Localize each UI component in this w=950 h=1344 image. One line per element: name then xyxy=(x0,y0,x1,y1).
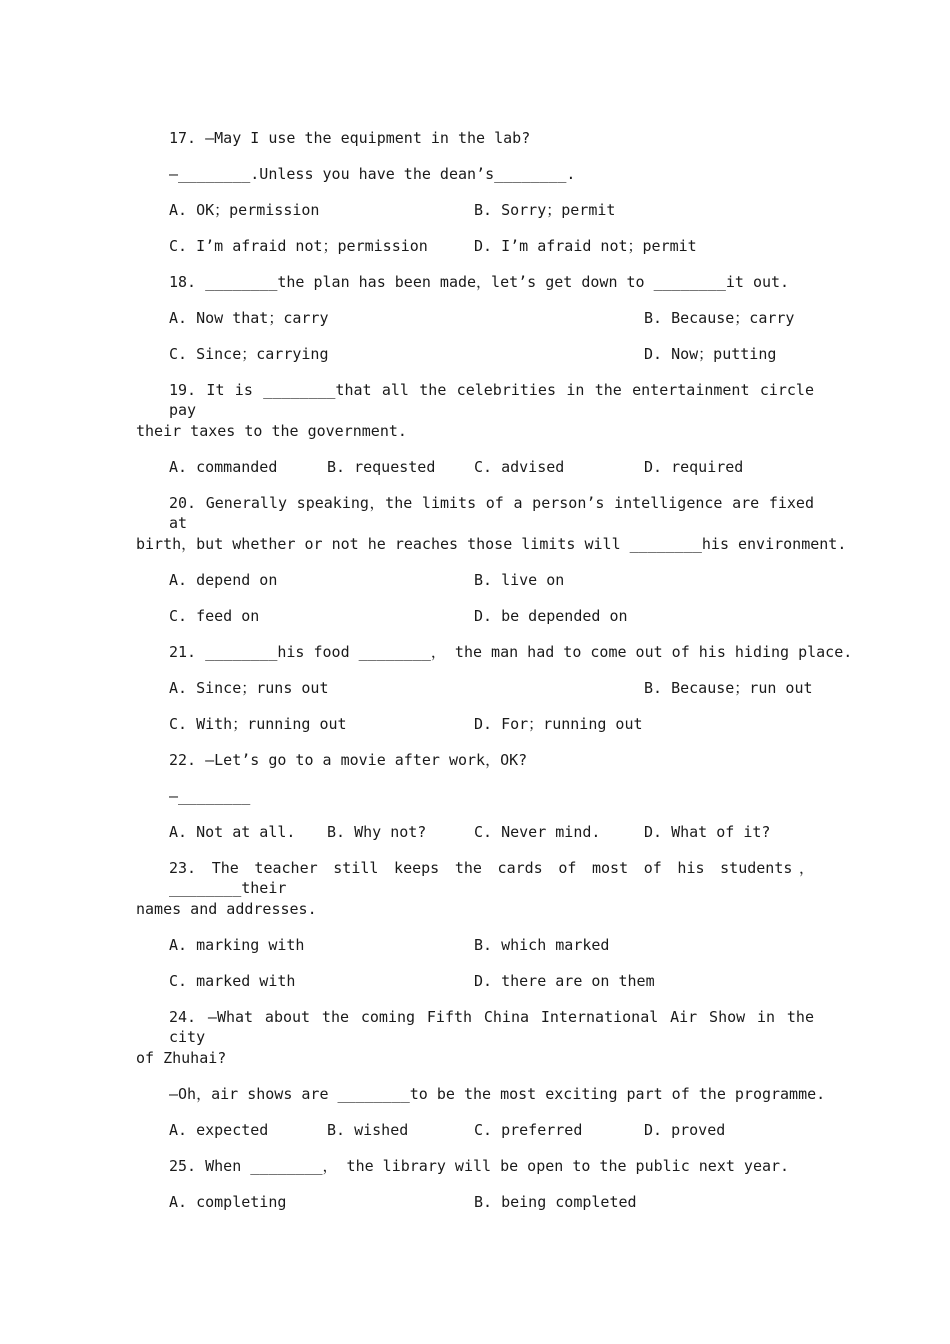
question-20-stem-line2: birth，but whether or not he reaches those limits will ________his environment. xyxy=(136,535,847,553)
question-18-option-a: A. Now that；carry xyxy=(169,309,329,327)
question-17-option-b: B. Sorry；permit xyxy=(474,201,616,219)
question-21-option-b: B. Because；run out xyxy=(644,679,813,697)
question-20-option-c: C. feed on xyxy=(169,607,260,625)
question-17-reply: —________.Unless you have the dean’s________. xyxy=(169,165,576,183)
question-19-option-d: D. required xyxy=(644,458,744,476)
question-24-option-b: B. wished xyxy=(327,1121,409,1139)
question-21-option-d: D. For；running out xyxy=(474,715,643,733)
question-18-option-b: B. Because；carry xyxy=(644,309,795,327)
question-22-stem: 22. —Let’s go to a movie after work，OK? xyxy=(169,751,528,769)
question-25-stem: 25. When ________， the library will be open to the public next year. xyxy=(169,1157,790,1175)
question-19-stem-line1: 19. It is ________that all the celebrities in the entertainment circle pay xyxy=(169,381,814,419)
question-18-option-d: D. Now；putting xyxy=(644,345,777,363)
question-21-stem: 21. ________his food ________， the man had to come out of his hiding place. xyxy=(169,643,853,661)
question-20-stem-line1: 20. Generally speaking，the limits of a person’s intelligence are fixed at xyxy=(169,494,814,532)
question-20-option-b: B. live on xyxy=(474,571,565,589)
question-17-option-a: A. OK；permission xyxy=(169,201,320,219)
question-22-option-a: A. Not at all. xyxy=(169,823,296,841)
question-23-option-b: B. which marked xyxy=(474,936,610,954)
question-23-option-c: C. marked with xyxy=(169,972,296,990)
question-24-reply: —Oh，air shows are ________to be the most exciting part of the programme. xyxy=(169,1085,826,1103)
question-22-option-b: B. Why not? xyxy=(327,823,427,841)
question-22-option-d: D. What of it? xyxy=(644,823,771,841)
question-24-option-c: C. preferred xyxy=(474,1121,583,1139)
question-20-option-d: D. be depended on xyxy=(474,607,628,625)
question-17-stem: 17. —May I use the equipment in the lab? xyxy=(169,129,531,147)
question-25-option-a: A. completing xyxy=(169,1193,287,1211)
question-21-option-c: C. With；running out xyxy=(169,715,347,733)
question-19-option-a: A. commanded xyxy=(169,458,278,476)
question-19-option-c: C. advised xyxy=(474,458,565,476)
question-25-option-b: B. being completed xyxy=(474,1193,637,1211)
question-23-stem-line1: 23. The teacher still keeps the cards of most of his students， ________their xyxy=(169,859,814,897)
question-24-option-d: D. proved xyxy=(644,1121,726,1139)
question-23-option-d: D. there are on them xyxy=(474,972,655,990)
question-23-option-a: A. marking with xyxy=(169,936,305,954)
question-19-option-b: B. requested xyxy=(327,458,436,476)
question-20-option-a: A. depend on xyxy=(169,571,278,589)
question-21-option-a: A. Since；runs out xyxy=(169,679,329,697)
question-24-stem-line2: of Zhuhai? xyxy=(136,1049,227,1067)
question-23-stem-line2: names and addresses. xyxy=(136,900,317,918)
question-18-stem: 18. ________the plan has been made，let’s get down to ________it out. xyxy=(169,273,790,291)
question-24-stem-line1: 24. —What about the coming Fifth China International Air Show in the city xyxy=(169,1008,814,1046)
question-22-option-c: C. Never mind. xyxy=(474,823,601,841)
question-17-option-d: D. I’m afraid not；permit xyxy=(474,237,697,255)
question-19-stem-line2: their taxes to the government. xyxy=(136,422,407,440)
question-24-option-a: A. expected xyxy=(169,1121,269,1139)
question-17-option-c: C. I’m afraid not；permission xyxy=(169,237,428,255)
question-22-reply: —________ xyxy=(169,787,251,805)
question-18-option-c: C. Since；carrying xyxy=(169,345,329,363)
